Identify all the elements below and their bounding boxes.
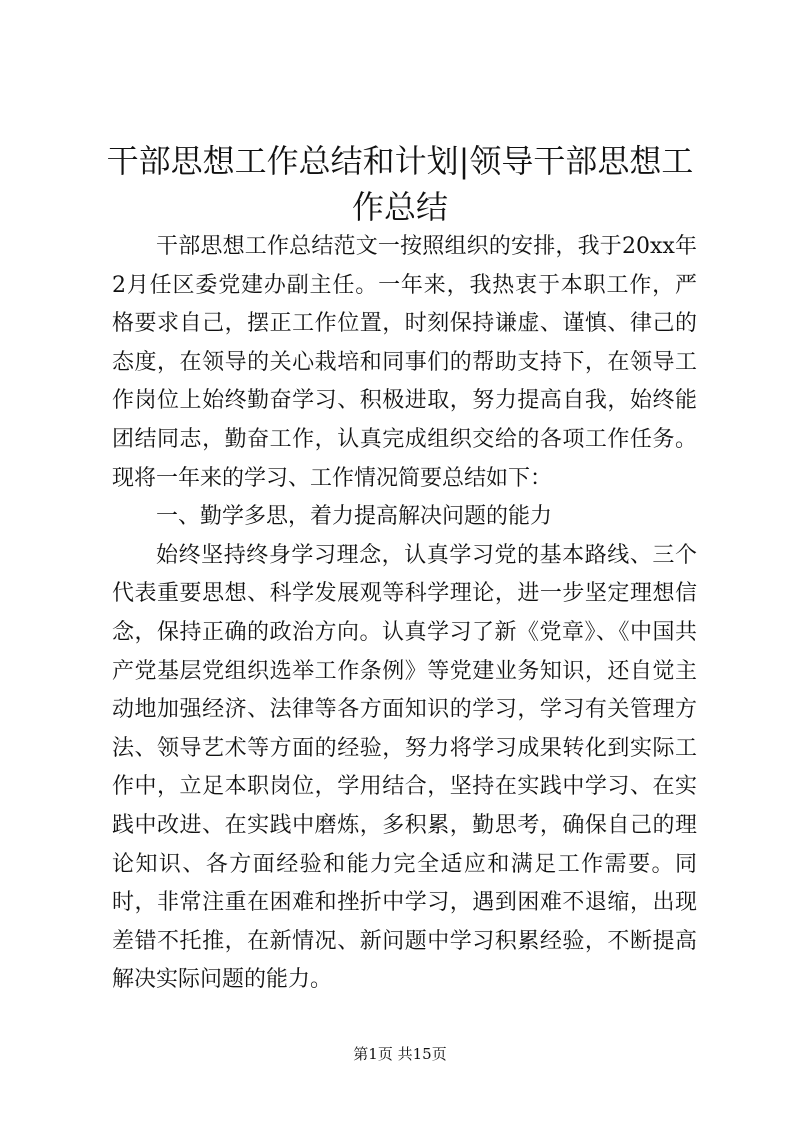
document-body [112,228,697,1000]
section-paragraph: 始终坚持终身学习理念，认真学习党的基本路线、三个代表重要思想、科学发展观等科学理论，进一步坚定理想信念，保持正确的政治方向。认真学习了新《党章》、《中国共产党基层党组织选举工作条例》等党建业务知识，还自觉主动地加强经济、法律等各方面知识的学习，学习有关管理方法、领导艺术等方面的经验，努力将学习成果转化到实际工作中，立足本职岗位，学用结合，坚持在实践中学习、在实践中改进、在实践中磨炼，多积累，勤思考，确保自己的理论知识、各方面经验和能力完全适应和满足工作需要。同时，非常注重在困难和挫折中学习，遇到困难不退缩，出现差错不托推，在新情况、新问题中学习积累经验，不断提高解决实际问题的能力。 [112,542,697,993]
intro-paragraph: 干部思想工作总结范文一按照组织的安排，我于20xx年2月任区委党建办副主任。一年来，我热衷于本职工作，严格要求自己，摆正工作位置，时刻保持谦虚、谨慎、律己的态度，在领导的关心栽培和同事们的帮助支持下，在领导工作岗位上始终勤奋学习、积极进取，努力提高自我，始终能团结同志，勤奋工作，认真完成组织交给的各项工作任务。现将一年来的学习、工作情况简要总结如下： [112,234,697,491]
page-number: 第1页 共15页 [353,1045,447,1063]
document-title: 干部思想工作总结和计划|领导干部思想工作总结 [106,142,694,226]
section-heading: 一、勤学多思，着力提高解决问题的能力 [156,504,553,530]
